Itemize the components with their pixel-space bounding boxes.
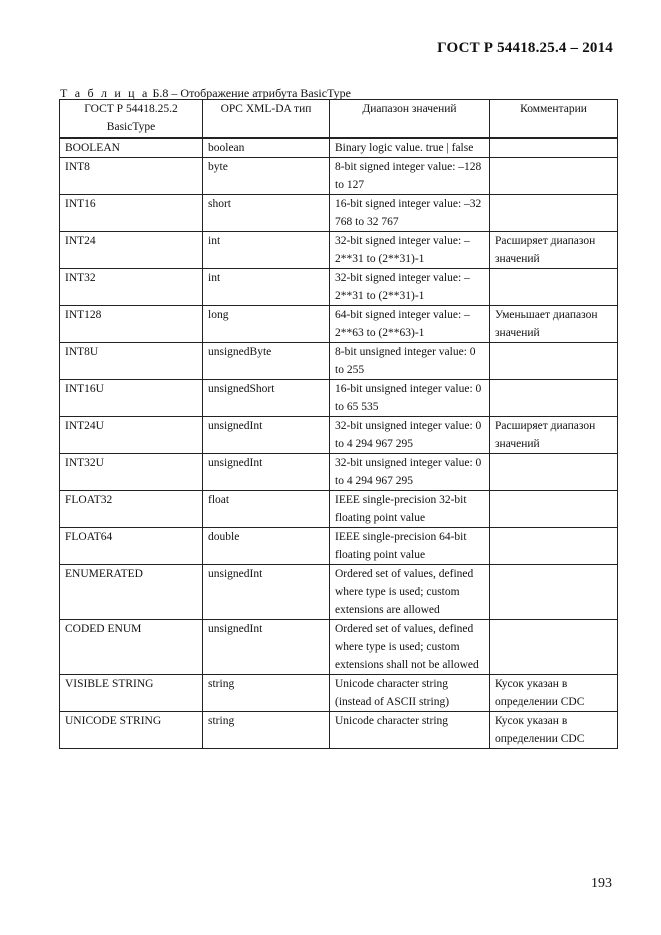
cell-opc-type: double <box>203 528 330 565</box>
cell-opc-type: int <box>203 269 330 306</box>
table-row <box>60 712 618 749</box>
cell-basictype: CODED ENUM <box>60 620 203 675</box>
cell-comments <box>490 565 618 620</box>
cell-opc-type: int <box>203 232 330 269</box>
table-row <box>60 491 618 528</box>
cell-comments: Кусок указан в определении CDC <box>490 675 618 712</box>
cell-comments <box>490 158 618 195</box>
cell-value-range: 64-bit signed integer value: –2**63 to (2**63)-1 <box>330 306 490 343</box>
table-caption-text: Б.8 – Отображение атрибута BasicType <box>152 86 351 100</box>
cell-value-range: 8-bit signed integer value: –128 to 127 <box>330 158 490 195</box>
cell-basictype: FLOAT32 <box>60 491 203 528</box>
cell-basictype: INT24U <box>60 417 203 454</box>
table-row <box>60 454 618 491</box>
cell-opc-type: short <box>203 195 330 232</box>
table-row <box>60 232 618 269</box>
column-header-comments: Комментарии <box>490 100 618 139</box>
cell-comments: Кусок указан в определении CDC <box>490 712 618 749</box>
cell-comments: Расширяет диапазон значений <box>490 232 618 269</box>
cell-comments: Расширяет диапазон значений <box>490 417 618 454</box>
cell-basictype: INT128 <box>60 306 203 343</box>
cell-comments: Уменьшает диапазон значений <box>490 306 618 343</box>
cell-basictype: INT16U <box>60 380 203 417</box>
cell-value-range: 32-bit unsigned integer value: 0 to 4 294 967 295 <box>330 417 490 454</box>
column-header-basictype: ГОСТ Р 54418.25.2 BasicType <box>60 100 203 139</box>
cell-comments <box>490 195 618 232</box>
cell-comments <box>490 454 618 491</box>
cell-value-range: IEEE single-precision 32-bit floating point value <box>330 491 490 528</box>
cell-opc-type: unsignedInt <box>203 565 330 620</box>
cell-value-range: 16-bit unsigned integer value: 0 to 65 535 <box>330 380 490 417</box>
cell-opc-type: unsignedShort <box>203 380 330 417</box>
cell-opc-type: byte <box>203 158 330 195</box>
table-row <box>60 620 618 675</box>
cell-basictype: INT24 <box>60 232 203 269</box>
cell-opc-type: boolean <box>203 138 330 158</box>
table-row <box>60 343 618 380</box>
table-header-row <box>60 100 618 139</box>
cell-basictype: INT16 <box>60 195 203 232</box>
cell-value-range: Ordered set of values, defined where type is used; custom extensions shall not be allowed <box>330 620 490 675</box>
cell-comments <box>490 269 618 306</box>
table-row <box>60 528 618 565</box>
cell-value-range: Ordered set of values, defined where type is used; custom extensions are allowed <box>330 565 490 620</box>
column-header-opc-type: OPC XML-DA тип <box>203 100 330 139</box>
table-row <box>60 138 618 158</box>
table-row <box>60 675 618 712</box>
cell-basictype: INT8 <box>60 158 203 195</box>
cell-basictype: INT32 <box>60 269 203 306</box>
cell-value-range: 32-bit signed integer value: –2**31 to (2**31)-1 <box>330 269 490 306</box>
cell-basictype: UNICODE STRING <box>60 712 203 749</box>
cell-opc-type: unsignedByte <box>203 343 330 380</box>
cell-basictype: INT32U <box>60 454 203 491</box>
cell-opc-type: unsignedInt <box>203 620 330 675</box>
cell-comments <box>490 528 618 565</box>
cell-comments <box>490 380 618 417</box>
cell-basictype: BOOLEAN <box>60 138 203 158</box>
cell-opc-type: unsignedInt <box>203 454 330 491</box>
cell-comments <box>490 343 618 380</box>
table-row <box>60 380 618 417</box>
table-row <box>60 565 618 620</box>
cell-comments <box>490 620 618 675</box>
cell-value-range: Binary logic value. true | false <box>330 138 490 158</box>
cell-opc-type: long <box>203 306 330 343</box>
cell-basictype: FLOAT64 <box>60 528 203 565</box>
cell-value-range: IEEE single-precision 64-bit floating point value <box>330 528 490 565</box>
cell-basictype: ENUMERATED <box>60 565 203 620</box>
cell-opc-type: string <box>203 712 330 749</box>
table-row <box>60 269 618 306</box>
cell-value-range: 32-bit signed integer value: –2**31 to (2**31)-1 <box>330 232 490 269</box>
cell-value-range: Unicode character string <box>330 712 490 749</box>
cell-value-range: 8-bit unsigned integer value: 0 to 255 <box>330 343 490 380</box>
table-row <box>60 306 618 343</box>
basictype-mapping-table <box>59 99 618 749</box>
table-caption-label: Т а б л и ц а <box>60 86 150 100</box>
table-row <box>60 417 618 454</box>
cell-opc-type: unsignedInt <box>203 417 330 454</box>
cell-basictype: INT8U <box>60 343 203 380</box>
cell-opc-type: float <box>203 491 330 528</box>
cell-comments <box>490 491 618 528</box>
document-standard-header: ГОСТ Р 54418.25.4 – 2014 <box>437 40 613 56</box>
cell-basictype: VISIBLE STRING <box>60 675 203 712</box>
table-row <box>60 195 618 232</box>
page-number: 193 <box>591 876 612 891</box>
cell-opc-type: string <box>203 675 330 712</box>
table-body <box>60 138 618 749</box>
cell-value-range: Unicode character string (instead of ASCII string) <box>330 675 490 712</box>
cell-value-range: 16-bit signed integer value: –32 768 to 32 767 <box>330 195 490 232</box>
cell-comments <box>490 138 618 158</box>
table-caption <box>60 86 351 100</box>
cell-value-range: 32-bit unsigned integer value: 0 to 4 294 967 295 <box>330 454 490 491</box>
table-row <box>60 158 618 195</box>
column-header-value-range: Диапазон значений <box>330 100 490 139</box>
